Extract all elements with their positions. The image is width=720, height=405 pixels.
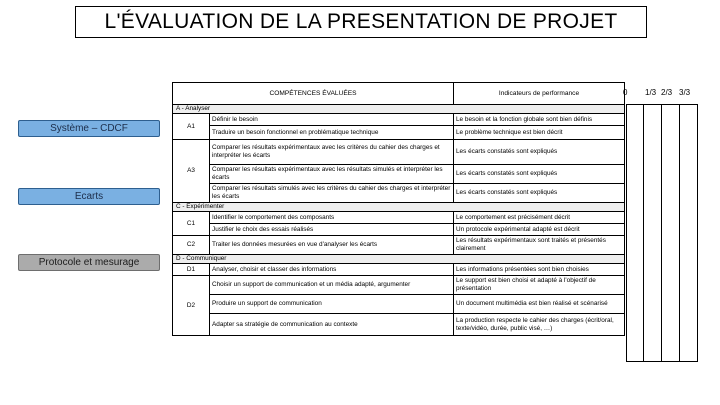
indicator-cell: Les écarts constatés sont expliqués [454,184,625,203]
indicator-cell: Les résultats expérimentaux sont traités et présentés clairement [454,236,625,255]
criterion-cell: Comparer les résultats simulés avec les critères du cahier des charges et interpréter les écarts [210,184,454,203]
table-row [173,236,625,255]
criterion-cell: Adapter sa stratégie de communication au contexte [210,314,454,336]
label-systeme-cdcf: Système – CDCF [18,120,160,137]
criterion-cell: Justifier le choix des essais réalisés [210,224,454,236]
competence-code: A3 [173,140,210,203]
score-grid [626,104,698,362]
indicator-cell: Le besoin et la fonction globale sont bien définis [454,114,625,126]
table-row [173,184,625,203]
table-row [173,224,625,236]
criterion-cell: Traiter les données mesurées en vue d'analyser les écarts [210,236,454,255]
competence-code: C2 [173,236,210,255]
header-indicateurs: Indicateurs de performance [454,83,625,105]
section-label: A - Analyser [173,105,625,114]
indicator-cell: Le support est bien choisi et adapté à l'objectif de présentation [454,276,625,295]
indicator-cell: Le problème technique est bien décrit [454,126,625,140]
table-row [173,295,625,314]
criterion-cell: Identifier le comportement des composants [210,212,454,224]
table-row [173,140,625,165]
score-column [644,104,662,362]
criterion-cell: Comparer les résultats expérimentaux avec les critères du cahier des charges et interpréter les écarts [210,140,454,165]
evaluation-table [172,82,628,336]
section-label: D - Communiquer [173,255,625,264]
indicator-cell: Un document multimédia est bien réalisé et scénarisé [454,295,625,314]
table-row [173,264,625,276]
score-header-3-3: 3/3 [679,88,691,97]
table-row [173,126,625,140]
section-row [173,203,625,212]
section-row [173,105,625,114]
criterion-cell: Analyser, choisir et classer des informations [210,264,454,276]
score-header-2-3: 2/3 [661,88,673,97]
indicator-cell: Les informations présentées sont bien choisies [454,264,625,276]
table-row [173,314,625,336]
competence-code: C1 [173,212,210,236]
indicator-cell: Les écarts constatés sont expliqués [454,165,625,184]
score-column [626,104,644,362]
section-row [173,255,625,264]
table-row [173,165,625,184]
score-column [662,104,680,362]
label-protocole-mesurage: Protocole et mesurage [18,254,160,271]
table-row [173,276,625,295]
score-header-1-3: 1/3 [645,88,657,97]
indicator-cell: Les écarts constatés sont expliqués [454,140,625,165]
criterion-cell: Traduire un besoin fonctionnel en problématique technique [210,126,454,140]
score-column [680,104,698,362]
criterion-cell: Comparer les résultats expérimentaux avec les résultats simulés et interpréter les écarts [210,165,454,184]
label-ecarts: Ecarts [18,188,160,205]
indicator-cell: Un protocole expérimental adapté est décrit [454,224,625,236]
criterion-cell: Choisir un support de communication et un média adapté, argumenter [210,276,454,295]
table-row [173,212,625,224]
criterion-cell: Produire un support de communication [210,295,454,314]
header-competences: COMPÉTENCES ÉVALUÉES [173,83,454,105]
section-label: C - Expérimenter [173,203,625,212]
table-header-row [173,83,625,105]
competence-code: A1 [173,114,210,140]
competence-code: D2 [173,276,210,336]
page-title: L'ÉVALUATION DE LA PRESENTATION DE PROJET [75,6,647,38]
table-row [173,114,625,126]
indicator-cell: Le comportement est précisément décrit [454,212,625,224]
indicator-cell: La production respecte le cahier des charges (écrit/oral, texte/vidéo, durée, public visé, …) [454,314,625,336]
score-header-0: 0 [623,88,628,97]
criterion-cell: Définir le besoin [210,114,454,126]
competence-code: D1 [173,264,210,276]
